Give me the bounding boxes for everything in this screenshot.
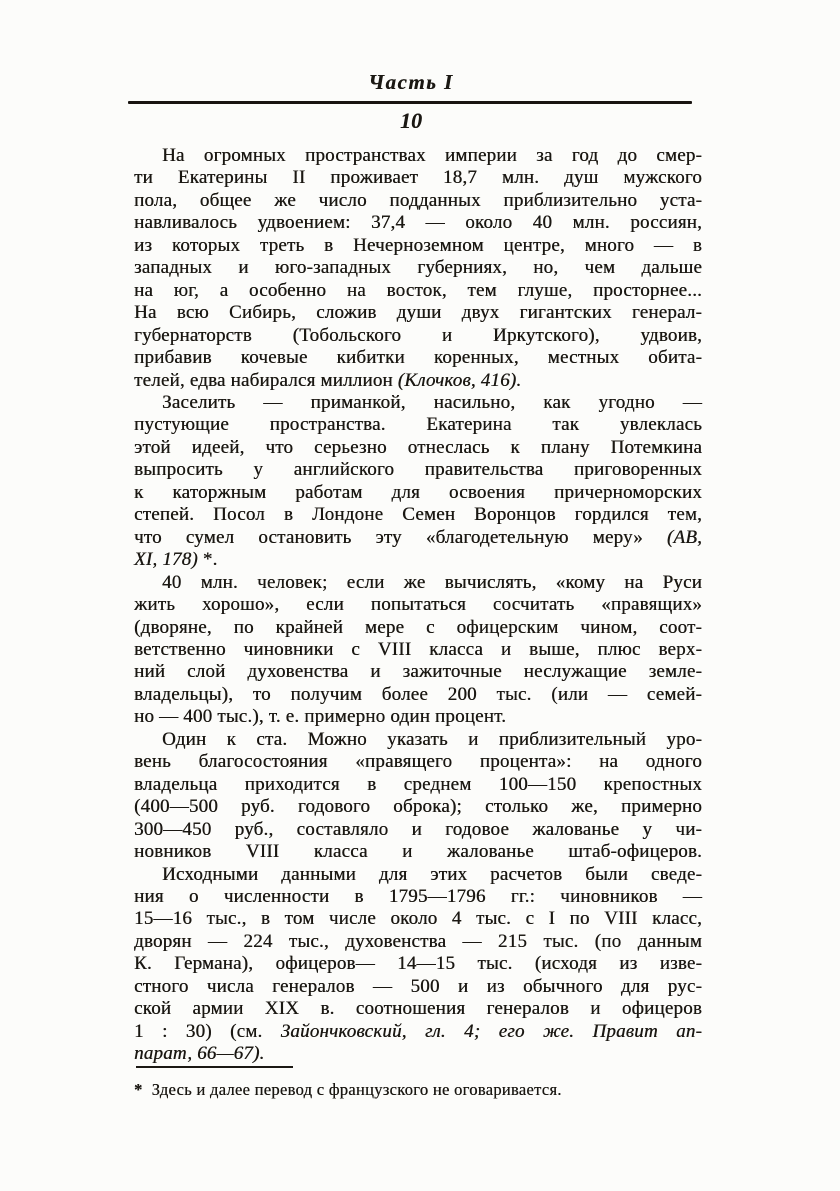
paragraph <box>134 729 702 864</box>
text-line: губернаторств (Тобольского и Иркутского), удвоив, <box>134 324 702 346</box>
text-line: стного числа генералов — 500 и из обычного для рус- <box>134 975 702 997</box>
footnote-rule <box>136 1066 293 1068</box>
text-line: ти Екатерины II проживает 18,7 млн. душ мужского <box>134 167 702 189</box>
footnote <box>134 1080 702 1100</box>
text-line: Один к ста. Можно указать и приблизительный уро- <box>162 728 702 750</box>
text-line: новников VIII класса и жалованье штаб-офицеров. <box>134 841 702 863</box>
text-line <box>134 1043 702 1065</box>
italic-citation: парат, 66—67). <box>134 1043 265 1065</box>
text-line: пустующие пространства. Екатерина так увлеклась <box>134 414 702 436</box>
text-line: XI, 178) *. <box>134 549 218 571</box>
text-line: телей, едва набирался миллион (Клочков, 416). <box>134 369 522 391</box>
page-number: 10 <box>400 108 422 133</box>
text-line: этой идеей, что серьезно отнеслась к плану Потемкина <box>134 436 702 458</box>
text-line: (дворяне, по крайней мере с офицерским чином, соот- <box>134 616 702 638</box>
italic-citation: XI, 178) <box>134 549 198 571</box>
text-line: пола, общее же число подданных приблизительно уста- <box>134 189 702 211</box>
text-line: к каторжным работам для освоения причерноморских <box>134 481 702 503</box>
paragraph <box>134 572 702 729</box>
text-line: на юг, а особенно на восток, тем глуше, просторнее... <box>134 279 702 301</box>
italic-citation: (АВ, <box>666 526 702 548</box>
text-line: К. Германа), офицеров— 14—15 тыс. (исходя из изве- <box>134 953 702 975</box>
text-line: На всю Сибирь, сложив души двух гигантских генерал- <box>134 302 702 324</box>
italic-citation: (Клочков, 416). <box>397 369 522 391</box>
text-line: Исходными данными для этих расчетов были сведе- <box>162 863 702 885</box>
text-line: владельцы), то получим более 200 тыс. (или — семей- <box>134 683 702 705</box>
footnote-text: Здесь и далее перевод с французского не оговаривается. <box>151 1080 562 1099</box>
text-line: что сумел остановить эту «благодетельную меру» (АВ, <box>134 526 702 548</box>
paragraph <box>134 864 702 1066</box>
header-rule <box>128 101 692 104</box>
italic-citation: Зайончковский, гл. 4; его же. Правит ап- <box>280 1020 702 1042</box>
text-line: Заселить — приманкой, насильно, как угодно — <box>162 391 702 413</box>
text-block <box>134 145 702 1066</box>
text-line: (400—500 руб. годового оброка); столько же, примерно <box>134 796 702 818</box>
text-line: но — 400 тыс.), т. е. примерно один процент. <box>134 706 507 728</box>
text-line: западных и юго-западных губерниях, но, чем дальше <box>134 257 702 279</box>
text-line: ветственно чиновники с VIII класса и выше, плюс верх- <box>134 638 702 660</box>
paragraph <box>134 145 702 392</box>
text-line: вень благосостояния «правящего процента»: на одного <box>134 751 702 773</box>
text-line: выпросить у английского правительства приговоренных <box>134 459 702 481</box>
text-line: 1 : 30) (см. Зайончковский, гл. 4; его же. Правит ап- <box>134 1020 702 1042</box>
text-line: дворян — 224 тыс., духовенства — 215 тыс. (по данным <box>134 930 702 952</box>
text-line: ния о численности в 1795—1796 гг.: чиновников — <box>134 885 702 907</box>
text-line: 15—16 тыс., в том числе около 4 тыс. с I по VIII класс, <box>134 908 702 930</box>
footnote-marker: * <box>134 1080 143 1099</box>
text-line: На огромных пространствах империи за год до смер- <box>162 145 702 166</box>
text-line: 300—450 руб., составляло и годовое жалованье у чи- <box>134 818 702 840</box>
text-line: ской армии XIX в. соотношения генералов и офицеров <box>134 998 702 1020</box>
text-line: из которых треть в Нечерноземном центре, много — в <box>134 234 702 256</box>
text-line: навливалось удвоением: 37,4 — около 40 млн. россиян, <box>134 212 702 234</box>
text-line: степей. Посол в Лондоне Семен Воронцов гордился тем, <box>134 504 702 526</box>
paragraph <box>134 392 702 572</box>
running-head: Часть I <box>368 70 454 94</box>
text-line: владельца приходится в среднем 100—150 крепостных <box>134 773 702 795</box>
text-line: 40 млн. человек; если же вычислять, «кому на Руси <box>162 571 702 593</box>
text-line: жить хорошо», если попытаться сосчитать «правящих» <box>134 594 702 616</box>
text-line: ний слой духовенства и зажиточные неслужащие земле- <box>134 661 702 683</box>
text-line: прибавив кочевые кибитки коренных, местных обита- <box>134 347 702 369</box>
